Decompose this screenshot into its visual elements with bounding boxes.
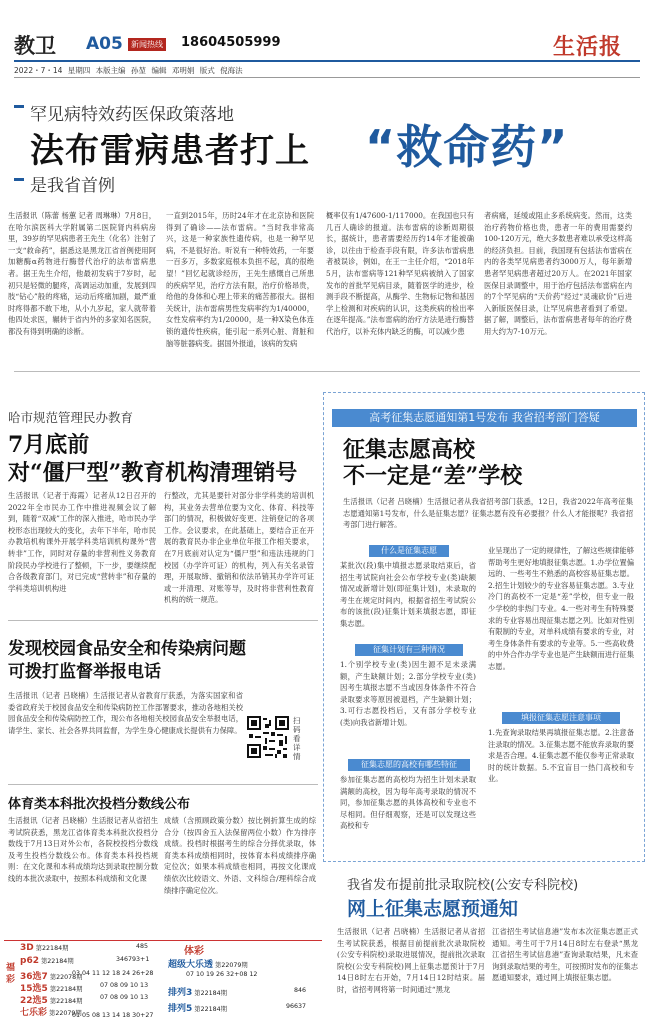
article5-column-1: 生活报讯（记者 吕晓楠）生活报记者从省招生考试院获悉，根据目前提前批次录取院校(公安专科院校)录取进展情况，提前批次录取院校(公安专科院校)网上征集志愿预计于7月14日8时左右开始，7月14日12时结束。届时，省招考网将第一时间通过“黑龙 [337,927,485,994]
lottery-game: 超级大乐透 [168,960,214,970]
hotline-label: 新闻热线 [128,38,166,51]
lottery-result: 846 [294,987,307,994]
header-divider [14,77,640,78]
lottery-issue: 第22184期 [49,998,83,1005]
lottery-game: 15选5 [20,984,48,994]
fucai-results [4,941,164,1020]
lottery-result: 346793+1 [116,956,150,963]
section-divider [14,371,640,372]
recruit-section-head: 什么是征集志愿 [369,545,449,557]
lottery-numbers: 01 05 08 13 14 18 30+27 [72,1012,154,1019]
article1-kicker: 罕见病特效药医保政策落地 [30,105,234,125]
lottery-numbers: 07 10 19 26 32+08 12 [186,971,258,978]
recruit-intro: 生活报讯（记者 吕晓楠）生活报记者从我省招考部门获悉，12日，我省2022年高考征集志愿通知第1号发布，什么是征集志愿？征集志愿有没有必要报？什么人才能报呢？我省招考部门进行解答。 [343,497,633,530]
article1-column-1: 生活报讯（陈蕾 杨蕙 记者 周琳琳）7月8日，在哈尔滨医科大学附属第二医院肾内科病房里，39岁的罕见病患者王先生（化名）注射了一支“救命药”，据悉这是黑龙江省首例使用阿加糖酶α药物进行酶替代治疗的法布雷病患者。据王先生介绍，他最初发病于7岁时，起初只是轻微的腿疼，高调运动加重，发展到四肢“钻心”般的疼痛，运动后疼痛加剧，最严重时疼得都不敢下地，从小九岁起，家人就带着他四处求医，辗转于省内外的多家知名医院，都没有得到明确的诊断。 [8,211,156,336]
recruit-title-line1: 征集志愿高校 [343,437,476,463]
article1-subtitle: 是我省首例 [30,176,115,196]
recruit-section-text: 某批次(段)集中填报志愿录取结束后，省招生考试院向社会公布学校专业(类)缺额情况或新增计划(即征集计划)，未录取的考生在规定时间内，根据省招生考试院公布的该批(段)征集计划来填报志愿，即征集志愿。 [340,561,476,628]
article2-title-line2: 对“僵尸型”教育机构清理销号 [8,460,298,486]
recruit-section-head: 填报征集志愿注意事项 [502,712,620,724]
subtitle-bar [14,178,24,181]
article2-column-2: 行整改，尤其是要针对部分非学科类的培训机构，其业务去营单位要为文化、体育、科技等部门的情况，积极做好变更、注销登记的各项工作。会议要求，在此基础上，要结合正在开展的教育民办非企业单位年报工作相关要求，在7月底前对认定为“僵尸型”和违法违规的门校园（办学许可证）的机构，列入有关名录管理，开展取缔、撤销和依法吊销其办学许可证或一并清理、对账等导，及时将非营利性教育机构的统一规范。 [164,491,314,605]
article1-column-3: 概率仅有1/47600-1/117000。在我国也只有几百人确诊的报道。法布雷病的诊断周期很长，据统计，患者需要经历约14年才能被确诊，以往由于检查手段有限，许多法布雷病患者被误诊，例如，在王一主任介绍，“2018年5月，法布雷病等121种罕见病被纳入了国家发布的首批罕见病目录，随着医学的进步，检测手段不断提高，从酶学、生物标记物和基因学上检测和对疾病的认识，这类疾病的检出率在逐年提高。”法布雷病的治疗方法是进行酶替代治疗，以补充体内缺乏的酶，可以减少患 [326,211,474,336]
lottery-issue: 第22184期 [40,958,74,965]
article2-column-1: 生活报讯（记者于海霞）记者从12日召开的2022年全市民办工作中推进视频会议了解到，随着“双减”工作的深入推进，哈市民办学校形态出现较大的变化，去年下半年，哈市民办教培机构课外开展学科类培训机构课外“营转非”工作，同时对存量的非营利性义务教育阶段民办学校进行了整顿，下一步，要继续配合各级教育部门，对已完成“营转非”和存量的学科类培训机构进 [8,491,156,593]
lottery-game: 七乐彩 [20,1008,48,1018]
article5-kicker: 我省发布提前批录取院校(公安专科院校) [347,878,579,893]
lottery-numbers: 07 08 09 10 13 [100,994,149,1001]
lottery-issue: 第22079期 [215,962,248,969]
newspaper-logo: 生活报 [553,34,623,60]
article1-title: 法布雷病患者打上 [30,131,310,171]
lottery-issue: 第22078期 [49,974,83,981]
recruit-section-text: 业呈现出了一定的规律性，了解这些规律能够帮助考生更好地填报征集志愿。1.办学位置偏远的、一些考生不熟悉的高校容易征集志愿。2.招生计划较少的专业容易征集志愿。3.专业冷门的高校不一定是“差”学校，但专业一般少学校的非热门专业。4.一些对考生有特殊要求的专业容易出现征集志愿之列。比如对性别有限制的专业，对单科成绩有要求的专业，对考生身体条件有要求的专业等。5.一些高收费的中外合作办学专业也是产生缺额而进行征集志愿。 [488,546,634,671]
qr-caption: 扫码看详情 [293,716,301,761]
lottery-result: 96637 [286,1003,307,1010]
recruit-section-text: 参加征集志愿的高校均为招生计划未录取满额的高校，因为每年高考录取的情况不同，参加征集志愿的具体高校和专业也不尽相同。但仔细观察，还是可以发现这些高校和专 [340,775,476,831]
recruit-section-text: 1.先查询录取结果再填报征集志愿。2.注意备注录取的情况。3.征集志愿不能放弃录取的要求是否合理。4.征集志愿不能仅参考正常录取时的统计数据。5.不宜盲目一热门高校和专业。 [488,728,634,784]
article4-title: 体育类本科批次投档分数线公布 [8,797,191,812]
article3-title-line1: 发现校园食品安全和传染病问题 [8,639,246,659]
lottery-numbers: 07 08 09 10 13 [100,982,149,989]
article1-title-highlight: “救命药” [365,120,569,174]
divider [8,784,318,785]
article4-column-1: 生活报讯（记者 吕晓楠）生活报记者从省招生考试院获悉，黑龙江省体育类本科批次投档分数线于7月13日对外公布，各院校投档分数线及考生投档分数线公布。体育类本科投档规则：在文化课和本科成绩均达到录取控制分数线的本批次录取中，按照本科成绩和文化课 [8,816,158,883]
header-rule [14,60,640,62]
recruit-title-line2: 不一定是“差”学校 [343,463,523,489]
lottery-issue: 第22184期 [194,990,227,997]
page-number: A05 [86,34,123,54]
lottery-game: 3D [20,943,34,953]
divider [8,620,318,621]
lottery-game: 36选7 [20,972,48,982]
recruit-banner: 高考征集志愿通知第1号发布 我省招考部门答疑 [332,409,637,427]
article1-column-2: 一直到2015年，历时24年才在北京协和医院得到了确诊——法布雷病。“当时我非常高兴，这是一种家族性遗传病，也是一种罕见病，不是很好治。听说有一种特效药，一年要一百多万，多数家庭根本负担不起，真的很绝望！”回忆起就诊经历，王先生感慨自己所患的疾病罕见，治疗方法有限，治疗价格昂贵，给他的身体和心理上带来的痛苦都很大。据相关统计，法布雷病男性发病率约为1/40000，女性发病率约为1/20000，是一种X染色体连锁的遗传性疾病，能引起一系列心脏、肾脏和脑等脏器病变。据国外报道，该病的发病 [166,211,314,348]
qr-code-icon[interactable] [247,716,289,758]
lottery-issue: 第22184期 [194,1006,227,1013]
lottery-game: p62 [20,956,39,966]
article1-column-4: 者病痛，延缓或阻止多系统病变。然而，这类治疗药物价格也贵，患者一年的费用需要约100-120万元，绝大多数患者难以承受这样高的经济负担。目前，我国现有包括法布雷病在内的各类罕见病患者约3000万人，每年新增患者罕见病患者超过20万人。在2021年国家医保目录调整中，用于治疗包括法布雷病在内的7个罕见病的“天价药”经过“灵魂砍价”后进入新版医保目录，让罕见病患者看到了希望。据了解，调整后，法布雷病患者每年的治疗费用大约为7-10万元。 [484,211,632,336]
lottery-numbers: 03 04 11 12 18 24 26+28 [72,970,154,977]
recruit-section-head: 征集志愿的高校有哪些特征 [348,759,470,771]
ticai-label: 体彩 [184,946,204,957]
article4-column-2: 成绩（含照顾政策分数）按比例折算生成的综合分（按四舍五入法保留两位小数）作为排序成绩。投档时根据考生的综合分择优录取，体育类本科成绩相同时，按体育本科成绩排序确定位次；如果本科成绩也相同，再按文化课成绩依次比较语文、外语、文科综合/理科综合成绩排序确定位次。 [164,816,316,895]
ticai-results [164,941,322,1020]
article2-kicker: 哈市规范管理民办教育 [8,410,134,425]
lottery-issue: 第22184期 [49,986,83,993]
fucai-label: 福彩 [6,963,16,985]
recruit-section-head: 征集计划有三种情况 [355,644,463,656]
lottery-issue: 第22079期 [49,1010,82,1017]
article5-column-2: 江省招生考试信息港”发布本次征集志愿正式通知。考生可于7月14日8时左右登录“黑龙江省招生考试信息港”查询录取结果，凡未查询到录取结果的考生，可按照时发布的征集志愿通知要求，通过网上填报征集志愿。 [492,927,638,983]
recruit-section-text: 1.个别学校专业(类)因生源不足未录满额，产生缺额计划；2.部分学校专业(类)因考生填报志愿不当或因身体条件不符合录取要求等原因被退档，产生缺额计划；3.可行志愿投档后，又有部分学校专业(类)向我省新增计划。 [340,660,476,727]
article2-title-line1: 7月底前 [8,432,90,458]
lottery-game: 排列5 [168,1004,193,1014]
lottery-game: 排列3 [168,988,193,998]
article3-title-line2: 可拨打监督举报电话 [8,662,161,682]
kicker-bar [14,105,24,108]
article3-text: 生活报讯（记者 吕晓楠）生活报记者从省教育厅获悉，为落实国家和省委省政府关于校园食品安全和传染病防控工作部署要求，推动各地相关校园食品安全和传染病防控工作，现公布各地相关校园食品安全举报电话，请学生、家长、社会各界共同监督，为学生身心健康成长提供有力保障。 [8,691,243,735]
lottery-result: 485 [136,943,149,950]
hotline-number: 18604505999 [181,35,281,50]
lottery-issue: 第22184期 [35,945,69,952]
article5-title: 网上征集志愿预通知 [347,898,519,920]
lottery-game: 22选5 [20,996,48,1006]
header-meta: 2022・7・14 星期四 本版主编 孙堃 编辑 邓明娟 版式 倪海法 [14,66,243,75]
section-name: 教卫 [14,33,56,58]
